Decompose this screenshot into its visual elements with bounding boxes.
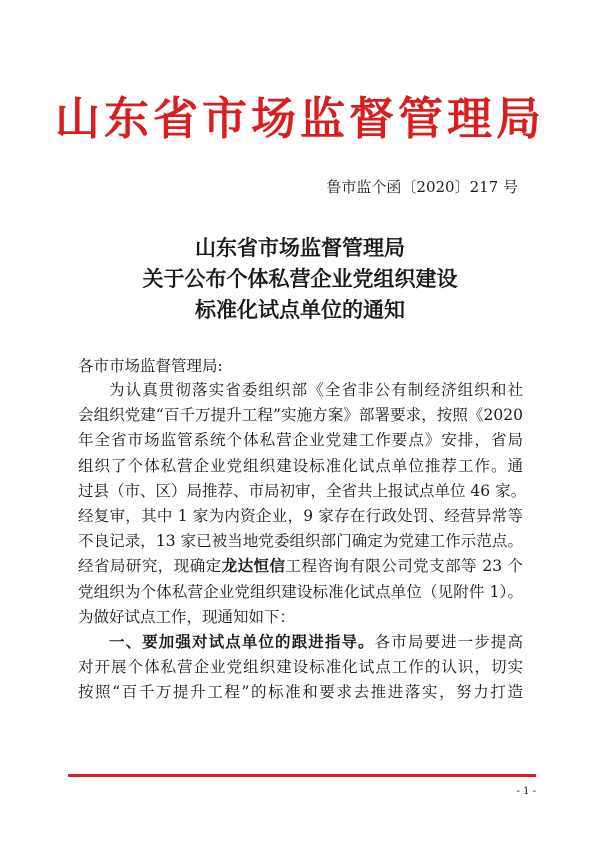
body-line: 年全省市场监管系统个体私营企业党建工作要点》安排，省局 bbox=[78, 431, 523, 450]
body-line: 组织了个体私营企业党组织建设标准化试点单位推荐工作。通 bbox=[78, 456, 523, 475]
notice-title bbox=[0, 232, 600, 325]
body-text bbox=[78, 378, 527, 705]
document-number: 鲁市监个函〔2020〕217 号 bbox=[326, 178, 518, 196]
body-line: 对开展个体私营企业党组织建设标准化试点工作的认识，切实 bbox=[78, 658, 523, 677]
salutation: 各市市场监督管理局: bbox=[78, 357, 223, 375]
body-line: 为认真贯彻落实省委组织部《全省非公有制经济组织和社 bbox=[109, 381, 523, 399]
page-number: - 1 - bbox=[516, 786, 536, 797]
section-1-line bbox=[109, 630, 523, 655]
section-1-heading: 一、要加强对试点单位的跟进指导。 bbox=[109, 632, 375, 651]
body-line: 党组织为个体私营企业党组织建设标准化试点单位（见附件 1）。 bbox=[78, 582, 523, 601]
body-line: 按照“百千万提升工程”的标准和要求去推进落实，努力打造 bbox=[78, 683, 523, 702]
body-line: 经复审，其中 1 家为内资企业，9 家存在行政处罚、经营异常等 bbox=[78, 506, 523, 525]
title-line: 关于公布个体私营企业党组织建设 bbox=[142, 266, 458, 291]
body-line: 会组织党建“百千万提升工程”实施方案》部署要求，按照《2020 bbox=[78, 406, 523, 425]
body-line: 过县（市、区）局推荐、市局初审，全省共上报试点单位 46 家。 bbox=[78, 481, 527, 500]
company-name-highlight: 龙达恒信 bbox=[221, 557, 286, 576]
body-line-text: 各市局要进一步提高 bbox=[374, 632, 523, 651]
org-header-title: 山东省市场监督管理局 bbox=[54, 92, 545, 145]
title-line: 山东省市场监督管理局 bbox=[195, 235, 405, 260]
body-line-text: 经省局研究，现确定 bbox=[78, 557, 222, 576]
body-line bbox=[78, 554, 523, 579]
body-line: 不良记录，13 家已被当地党委组织部门确定为党建工作示范点。 bbox=[78, 532, 523, 551]
red-divider-rule bbox=[68, 774, 536, 777]
body-line-text: 工程咨询有限公司党支部等 23 个 bbox=[285, 557, 523, 576]
body-line: 为做好试点工作，现通知如下： bbox=[78, 607, 296, 626]
title-line: 标准化试点单位的通知 bbox=[195, 297, 405, 322]
